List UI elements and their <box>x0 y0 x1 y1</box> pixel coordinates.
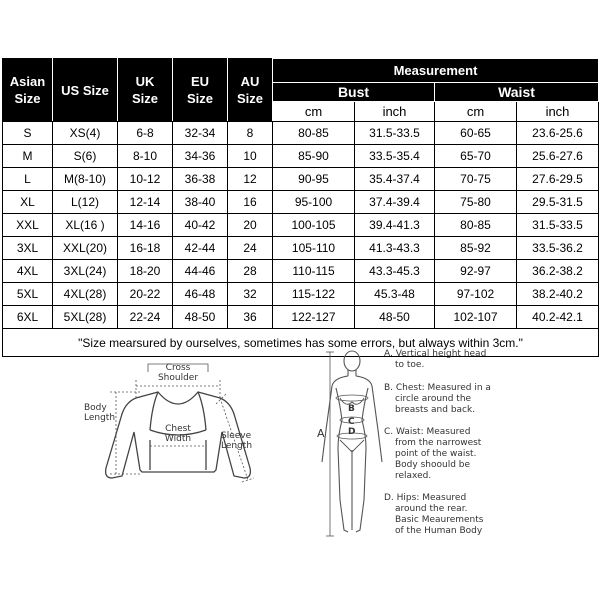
cell-bust-inch: 35.4-37.4 <box>355 168 435 191</box>
header-asian-size: Asian Size <box>3 59 53 122</box>
cell-us-size: 3XL(24) <box>53 260 118 283</box>
cell-waist-cm: 97-102 <box>435 283 517 306</box>
cell-bust-cm: 85-90 <box>273 145 355 168</box>
cell-bust-cm: 105-110 <box>273 237 355 260</box>
cell-eu-size: 44-46 <box>173 260 228 283</box>
cell-asian-size: XL <box>3 191 53 214</box>
note-b-line-1: B. Chest: Measured in a <box>384 383 491 393</box>
header-bust-cm: cm <box>273 102 355 122</box>
cell-uk-size: 6-8 <box>118 122 173 145</box>
cell-waist-inch: 38.2-40.2 <box>517 283 599 306</box>
cell-waist-cm: 92-97 <box>435 260 517 283</box>
cell-waist-inch: 36.2-38.2 <box>517 260 599 283</box>
cell-eu-size: 40-42 <box>173 214 228 237</box>
cross-shoulder-label: Cross <box>165 363 191 373</box>
marker-d: D <box>348 427 356 437</box>
cell-us-size: L(12) <box>53 191 118 214</box>
header-waist-cm: cm <box>435 102 517 122</box>
cell-waist-cm: 65-70 <box>435 145 517 168</box>
cell-au-size: 10 <box>228 145 273 168</box>
note-c-line-1: C. Waist: Measured <box>384 427 471 437</box>
cell-asian-size: 6XL <box>3 306 53 329</box>
cell-bust-inch: 48-50 <box>355 306 435 329</box>
cell-eu-size: 34-36 <box>173 145 228 168</box>
cell-eu-size: 38-40 <box>173 191 228 214</box>
cell-uk-size: 22-24 <box>118 306 173 329</box>
cell-bust-cm: 115-122 <box>273 283 355 306</box>
cell-waist-cm: 60-65 <box>435 122 517 145</box>
cell-waist-inch: 27.6-29.5 <box>517 168 599 191</box>
cell-us-size: XL(16 ) <box>53 214 118 237</box>
cell-asian-size: M <box>3 145 53 168</box>
header-waist-inch: inch <box>517 102 599 122</box>
cell-au-size: 16 <box>228 191 273 214</box>
cell-asian-size: L <box>3 168 53 191</box>
cell-bust-cm: 95-100 <box>273 191 355 214</box>
cell-us-size: 4XL(28) <box>53 283 118 306</box>
cell-bust-cm: 122-127 <box>273 306 355 329</box>
note-d-line-4: of the Human Body <box>395 526 483 536</box>
marker-a: A <box>317 427 325 440</box>
cell-us-size: M(8-10) <box>53 168 118 191</box>
cell-asian-size: 3XL <box>3 237 53 260</box>
header-bust: Bust <box>273 83 435 102</box>
cell-au-size: 12 <box>228 168 273 191</box>
table-row <box>3 283 599 306</box>
cell-eu-size: 48-50 <box>173 306 228 329</box>
cell-asian-size: XXL <box>3 214 53 237</box>
note-b-line-3: breasts and back. <box>395 405 476 415</box>
cross-shoulder-label-2: Shoulder <box>157 373 199 383</box>
table-row <box>3 145 599 168</box>
table-row <box>3 306 599 329</box>
cell-us-size: 5XL(28) <box>53 306 118 329</box>
note-d-line-3: Basic Meaurements <box>395 515 484 525</box>
cell-uk-size: 14-16 <box>118 214 173 237</box>
cell-bust-cm: 90-95 <box>273 168 355 191</box>
note-c-line-4: Body shoould be <box>395 460 471 470</box>
cell-waist-inch: 40.2-42.1 <box>517 306 599 329</box>
cell-waist-inch: 29.5-31.5 <box>517 191 599 214</box>
note-d-line-2: around the rear. <box>395 504 468 514</box>
header-waist: Waist <box>435 83 599 102</box>
sleeve-length-label-2: Length <box>221 441 253 451</box>
cell-waist-cm: 102-107 <box>435 306 517 329</box>
sleeve-length-label: Sleeve <box>221 431 252 441</box>
marker-b: B <box>348 404 355 414</box>
note-a-line-1: A. Vertical height head <box>384 349 487 359</box>
side-seam-icon <box>150 440 206 470</box>
cell-us-size: S(6) <box>53 145 118 168</box>
cell-waist-cm: 85-92 <box>435 237 517 260</box>
cell-waist-cm: 80-85 <box>435 214 517 237</box>
cell-waist-cm: 70-75 <box>435 168 517 191</box>
cell-uk-size: 8-10 <box>118 145 173 168</box>
cell-au-size: 28 <box>228 260 273 283</box>
cell-waist-inch: 25.6-27.6 <box>517 145 599 168</box>
body-length-measure <box>110 392 140 474</box>
cell-bust-inch: 45.3-48 <box>355 283 435 306</box>
note-d-line-1: D. Hips: Measured <box>384 493 467 503</box>
cell-waist-cm: 75-80 <box>435 191 517 214</box>
cell-eu-size: 42-44 <box>173 237 228 260</box>
cell-bust-inch: 41.3-43.3 <box>355 237 435 260</box>
table-row <box>3 168 599 191</box>
table-row <box>3 237 599 260</box>
cell-uk-size: 12-14 <box>118 191 173 214</box>
table-row <box>3 122 599 145</box>
cell-bust-inch: 33.5-35.4 <box>355 145 435 168</box>
cell-au-size: 20 <box>228 214 273 237</box>
header-us-size: US Size <box>53 59 118 122</box>
cell-waist-inch: 23.6-25.6 <box>517 122 599 145</box>
cell-waist-inch: 33.5-36.2 <box>517 237 599 260</box>
table-footnote: "Size mearsured by ourselves, sometimes has some errors, but always within 3cm." <box>3 329 599 357</box>
cell-bust-inch: 39.4-41.3 <box>355 214 435 237</box>
header-measurement: Measurement <box>273 59 599 83</box>
size-rows <box>3 122 599 329</box>
measurement-diagrams <box>0 346 600 600</box>
body-figure-icon <box>322 351 382 532</box>
cell-uk-size: 16-18 <box>118 237 173 260</box>
body-notes <box>384 349 491 536</box>
size-chart-table <box>2 58 599 357</box>
cell-au-size: 24 <box>228 237 273 260</box>
header-au-size: AU Size <box>228 59 273 122</box>
cell-bust-cm: 110-115 <box>273 260 355 283</box>
note-b-line-2: circle around the <box>395 394 472 404</box>
cell-eu-size: 32-34 <box>173 122 228 145</box>
cell-asian-size: S <box>3 122 53 145</box>
note-c-line-3: point of the waist. <box>395 449 477 459</box>
chest-width-label-2: Width <box>164 434 192 444</box>
table-row <box>3 260 599 283</box>
cell-au-size: 8 <box>228 122 273 145</box>
note-c-line-2: from the narrowest <box>395 438 482 448</box>
table-row <box>3 214 599 237</box>
header-bust-inch: inch <box>355 102 435 122</box>
cell-au-size: 36 <box>228 306 273 329</box>
cell-uk-size: 10-12 <box>118 168 173 191</box>
cell-us-size: XS(4) <box>53 122 118 145</box>
cell-bust-inch: 43.3-45.3 <box>355 260 435 283</box>
chest-width-label: Chest <box>165 424 191 434</box>
marker-c: C <box>348 417 355 427</box>
note-c-line-5: relaxed. <box>395 471 432 481</box>
cell-eu-size: 46-48 <box>173 283 228 306</box>
body-length-label: Body <box>84 403 107 413</box>
cell-waist-inch: 31.5-33.5 <box>517 214 599 237</box>
body-length-label-2: Length <box>84 413 116 423</box>
cell-asian-size: 5XL <box>3 283 53 306</box>
height-measure <box>326 352 334 536</box>
cell-us-size: XXL(20) <box>53 237 118 260</box>
cell-bust-cm: 80-85 <box>273 122 355 145</box>
cell-bust-inch: 31.5-33.5 <box>355 122 435 145</box>
cell-bust-inch: 37.4-39.4 <box>355 191 435 214</box>
cell-uk-size: 20-22 <box>118 283 173 306</box>
note-a-line-2: to toe. <box>395 360 425 370</box>
cell-au-size: 32 <box>228 283 273 306</box>
cell-eu-size: 36-38 <box>173 168 228 191</box>
cell-uk-size: 18-20 <box>118 260 173 283</box>
header-uk-size: UK Size <box>118 59 173 122</box>
header-eu-size: EU Size <box>173 59 228 122</box>
cell-asian-size: 4XL <box>3 260 53 283</box>
cell-bust-cm: 100-105 <box>273 214 355 237</box>
table-row <box>3 191 599 214</box>
